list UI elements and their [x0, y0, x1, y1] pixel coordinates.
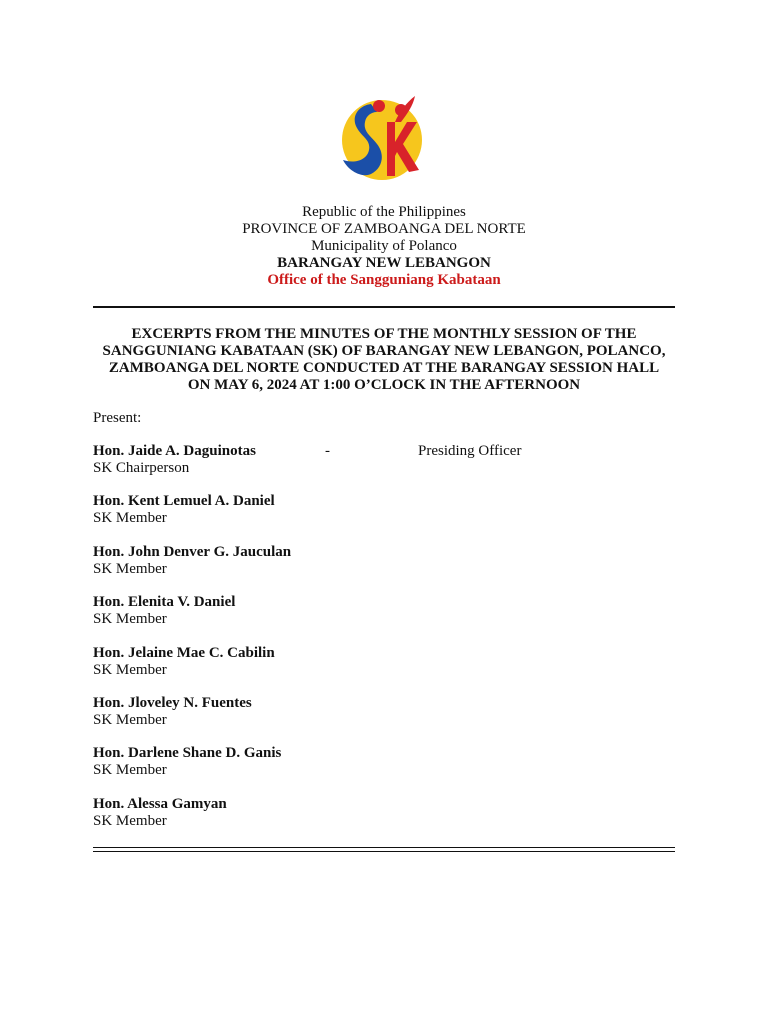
footer-double-divider — [93, 847, 675, 852]
attendee-name: Hon. Jelaine Mae C. Cabilin — [93, 644, 275, 661]
attendee-position: SK Member — [93, 661, 167, 678]
title-line: EXCERPTS FROM THE MINUTES OF THE MONTHLY SESSION OF THE — [131, 326, 637, 342]
attendee-name: Hon. Jaide A. Daguinotas — [93, 443, 256, 459]
title-line: ON MAY 6, 2024 AT 1:00 O’CLOCK IN THE AFTERNOON — [187, 377, 581, 393]
attendee-member — [93, 745, 675, 779]
attendee-position: SK Member — [93, 762, 167, 779]
attendee-dash: - — [325, 443, 330, 459]
attendee-list — [93, 443, 675, 846]
attendee-name: Hon. Jloveley N. Fuentes — [93, 694, 252, 711]
attendee-name: Hon. Darlene Shane D. Ganis — [93, 745, 282, 762]
letterhead-barangay: BARANGAY NEW LEBANGON — [277, 255, 491, 271]
attendee-member — [93, 493, 675, 527]
attendee-position: SK Member — [93, 510, 167, 527]
attendee-name: Hon. Elenita V. Daniel — [93, 594, 236, 611]
attendee-name: Hon. John Denver G. Jauculan — [93, 543, 292, 560]
document-title — [93, 326, 675, 394]
attendee-member — [93, 645, 675, 679]
sk-logo — [335, 92, 425, 188]
attendee-member — [93, 544, 675, 578]
header-divider — [93, 306, 675, 308]
letterhead-province: PROVINCE OF ZAMBOANGA DEL NORTE — [242, 221, 526, 237]
letterhead-republic: Republic of the Philippines — [302, 204, 466, 220]
attendee-name: Hon. Kent Lemuel A. Daniel — [93, 493, 275, 510]
attendee-member — [93, 594, 675, 628]
present-label: Present: — [93, 410, 142, 426]
document-page — [93, 0, 675, 1024]
logo-k-head — [395, 104, 407, 116]
letterhead — [93, 204, 675, 289]
attendee-member — [93, 695, 675, 729]
letterhead-municipality: Municipality of Polanco — [311, 238, 457, 254]
attendee-position: SK Member — [93, 812, 167, 829]
attendee-chairperson — [93, 443, 675, 477]
attendee-position: SK Member — [93, 560, 167, 577]
attendee-position: SK Member — [93, 711, 167, 728]
letterhead-office: Office of the Sangguniang Kabataan — [267, 272, 501, 288]
attendee-name: Hon. Alessa Gamyan — [93, 795, 227, 812]
attendee-position: SK Chairperson — [93, 460, 190, 476]
attendee-position: SK Member — [93, 611, 167, 628]
logo-s-head — [373, 100, 385, 112]
sangguniang-kabataan-logo-icon — [335, 92, 425, 188]
attendee-member — [93, 796, 675, 830]
title-line: ZAMBOANGA DEL NORTE CONDUCTED AT THE BARANGAY SESSION HALL — [108, 360, 660, 376]
attendee-role: Presiding Officer — [418, 443, 522, 459]
title-line: SANGGUNIANG KABATAAN (SK) OF BARANGAY NEW LEBANGON, POLANCO, — [102, 343, 666, 359]
